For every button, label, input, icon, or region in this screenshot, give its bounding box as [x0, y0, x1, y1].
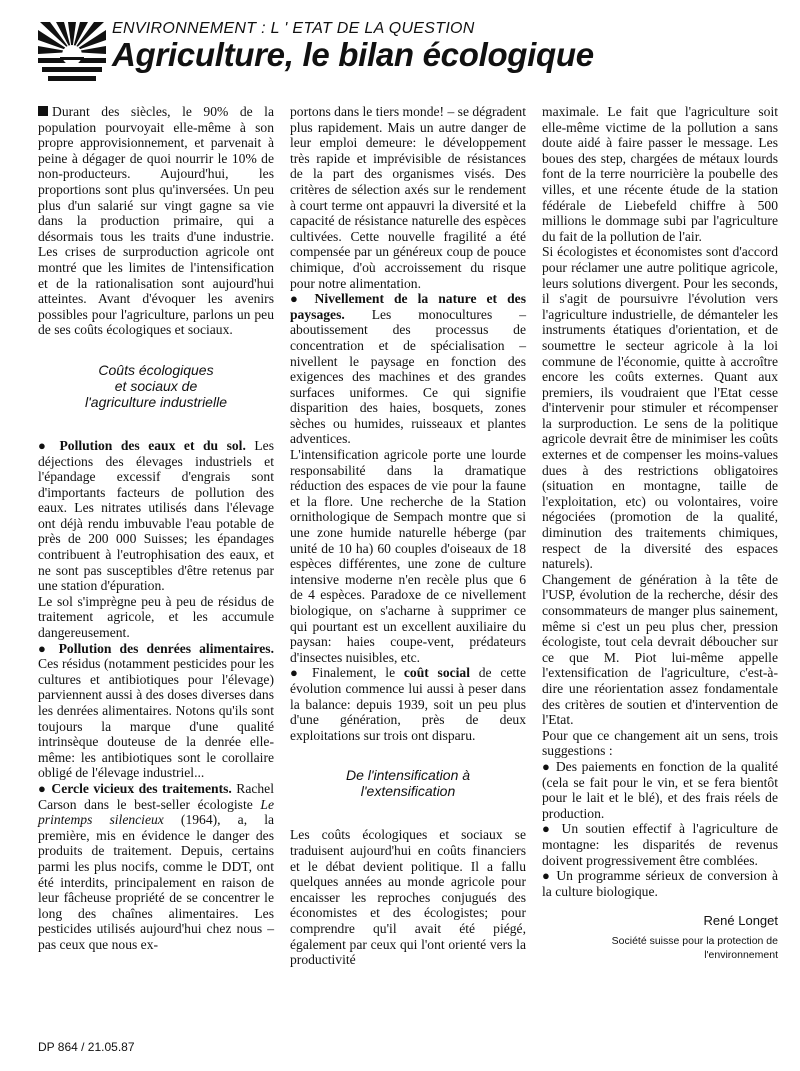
- paragraph-political-debate: Les coûts écologiques et sociaux se traduisent aujourd'hui en coûts financiers et le débat devient politique. Il a fallu quelques années au monde agricole pour encaisser les reproches conjugués des économistes et des écologistes; pour comprendre qu'il avait été piégé, également par ceux qui l'ont orienté vers la productivité: [290, 827, 526, 968]
- bullet-icon: ●: [38, 780, 47, 796]
- article-column-2: [290, 104, 526, 968]
- paragraph-suggestions-intro: Pour que ce changement ait un sens, trois suggestions :: [542, 727, 778, 759]
- section-kicker: ENVIRONNEMENT : L ' ETAT DE LA QUESTION: [112, 20, 475, 37]
- author-signature: [542, 913, 778, 962]
- bullet-icon: ●: [542, 758, 552, 774]
- paragraph-biodiversity: L'intensification agricole porte une lourde responsabilité dans la dramatique réduction des espaces de vie pour la faune et la flore. Une recherche de la Station ornithologique de Sempach montre que si une zone humide naturelle héberge (par unité de 10 ha) 60 couples d'oiseaux de 18 espèces différentes, une zone de culture intensive moderne n'en recèle plus que 6 de 4 espèces. Paradoxe de ce nivellement biologique, on s'acharne à supprimer ce qui pourtant est un excellent auxiliaire du paysan: haies coupe-vent, prédateurs d'insectes nuisibles, etc.: [290, 447, 526, 665]
- paragraph-policy: Si écologistes et économistes sont d'accord pour réclamer une autre politique agricole, leurs solutions divergent. Pour les seconds, il s'agit de poursuivre l'évolution vers l'agriculture industrielle, de démanteler les instruments étatiques d'orientation, et de soumettre le secteur agricole à la loi commune de l'économie, quitte à accroître encore les coûts externes. Quant aux premiers, ils voudraient que l'Etat cesse d'intervenir pour stimuler et récompenser la surproduction. Le sens de la politique agricole devrait être de minimiser les coûts externes et de compenser les moins-values dues à des restrictions obligatoires (situation en montagne, taille de l'exploitation, etc) ou volontaires, voire négociées (promotion de la qualité, diminution des traitements chimiques, respect de la diversité des espaces naturels).: [542, 244, 778, 572]
- sunrise-logo-icon: [38, 22, 106, 84]
- article-column-1: [38, 104, 274, 953]
- paragraph-vicious-circle: ● Cercle vicieux des traitements. Rachel Carson dans le best-seller écologiste Le printemps silencieux (1964), a, la première, mis en évidence le danger des produits de traitement. Depuis, certains parmi les plus nocifs, comme le DDT, ont été interdits, principalement en raison de leur fâcheuse propriété de se concentrer le long des chaînes alimentaires. Les pesticides utilisés aujourd'hui chez nous – pas ceux que nous ex-: [38, 780, 275, 952]
- bullet-icon: ●: [38, 640, 51, 656]
- paragraph-water-pollution: ● Pollution des eaux et du sol. Les déjections des élevages industriels et l'épandage excessif d'engrais sont d'importants facteurs de pollution des eaux. Les nitrates utilisés dans l'élevage ont déjà rendu imbuvable l'eau potable de près de 200 000 Suisses; les épandages contribuent à l'eutrophisation des eaux, et ne sont pas susceptibles d'être retenus par une station d'épuration.: [38, 437, 274, 594]
- paragraph-landscape: ● Nivellement de la nature et des paysages. Les monocultures – aboutissement des processus de concentration et de spécialisation – nivellent le paysage en fonction des exigences des machines et des grandes surfaces uniformes. Ce qui signifie disparition des haies, bosquets, zones sèches ou humides, ruisseaux et plantes adventices.: [290, 291, 526, 447]
- section-heading-extensification: De l'intensification à l'extensification: [345, 767, 471, 800]
- issue-reference: DP 864 / 21.05.87: [38, 1040, 135, 1054]
- paragraph-food-pollution: ● Pollution des denrées alimentaires. Ces résidus (notamment pesticides pour les cultures et antibiotiques pour l'élevage) parviennent aussi à des doses diverses dans les denrées alimentaires. Notons qu'ils sont toujours la marque d'une qualité intrinsèque douteuse de la denrée elle-même: les antibiotiques sont le corollaire obligé de l'élevage industriel...: [38, 640, 274, 781]
- suggestion-item-2: ● Un soutien effectif à l'agriculture de montagne: les disparités de revenus doivent progressivement être comblées.: [542, 821, 778, 868]
- article-title: Agriculture, le bilan écologique: [112, 36, 594, 73]
- bullet-icon: ●: [290, 291, 305, 307]
- suggestion-item-3: ● Un programme sérieux de conversion à la culture biologique.: [542, 868, 779, 899]
- suggestion-item-1: ● Des paiements en fonction de la qualité (cela se fait pour le vin, et se fera bientôt pour le lait et le blé), et des frais réels de production.: [542, 758, 778, 821]
- paragraph-soil: Le sol s'imprègne peu à peu de résidus de traitement agricole, et les accumule dangereusement.: [38, 593, 274, 641]
- paragraph-resistance: portons dans le tiers monde! – se dégradent plus rapidement. Mais un autre danger de leur emploi demeure: le développement très rapide et imprévisible de résistances de la part des organismes visés. Des critères de sélection axés sur le rendement à court terme ont appauvri la diversité et la capacité de résistance naturelle des espèces cultivées. Cette nouvelle fragilité a été compensée par un généreux coup de pouce chimique, d'où accroissement du risque pour notre alimentation.: [290, 104, 526, 291]
- intro-paragraph: Durant des siècles, le 90% de la population pourvoyait elle-même à son propre approvisionnement, et parvenait à peine à dégager de quoi nourrir le 10% de non-producteurs. Aujourd'hui, les proportions sont plus qu'inversées. Un peu plus d'un salarié sur vingt gagne sa vie dans la production primaire, qui a désormais tous les traits d'une industrie. Les crises de surproduction agricole ont montré que les limites de l'intensification et de la rationalisation sont aujourd'hui atteintes. Avant d'évoquer les avenirs possibles pour l'agriculture, parlons un peu de ses coûts écologiques et sociaux.: [38, 104, 274, 338]
- paragraph-social-cost: ● Finalement, le coût social de cette évolution commence lui aussi à peser dans la balance: depuis 1939, soit un peu plus d'une génération, près de deux exploitations sur trois ont disparu.: [290, 665, 526, 743]
- paragraph-generation-change: Changement de génération à la tête de l'USP, évolution de la recherche, désir des consommateurs de manger plus sainement, même si c'est un peu plus cher, pression écologiste, tout cela devrait déboucher sur ce que M. Piot lui-même appelle l'extensification de l'agriculture, c'est-à-dire une réorientation assez fondamentale des critères de soutien et d'intervention de l'Etat.: [542, 571, 778, 728]
- paragraph-air-pollution: maximale. Le fait que l'agriculture soit elle-même victime de la pollution a sans doute aidé à faire passer le message. Les boues des step, chargées de métaux lourds font de la terre nourricière la poubelle des villes, et une récente étude de la station fédérale de Liebefeld chiffre à 500 millions le dommage subi par l'agriculture du fait de la pollution de l'air.: [542, 104, 778, 244]
- author-organization: Société suisse pour la protection de l'environnement: [611, 935, 778, 962]
- bullet-icon: ●: [38, 437, 51, 453]
- bullet-icon: ●: [290, 665, 304, 681]
- article-column-3: [542, 104, 778, 962]
- author-name: René Longet: [703, 913, 778, 929]
- square-bullet-icon: [38, 106, 48, 116]
- bullet-icon: ●: [542, 821, 554, 837]
- section-heading-costs: Coûts écologiques et sociaux de l'agriculture industrielle: [85, 361, 227, 410]
- bullet-icon: ●: [542, 868, 552, 884]
